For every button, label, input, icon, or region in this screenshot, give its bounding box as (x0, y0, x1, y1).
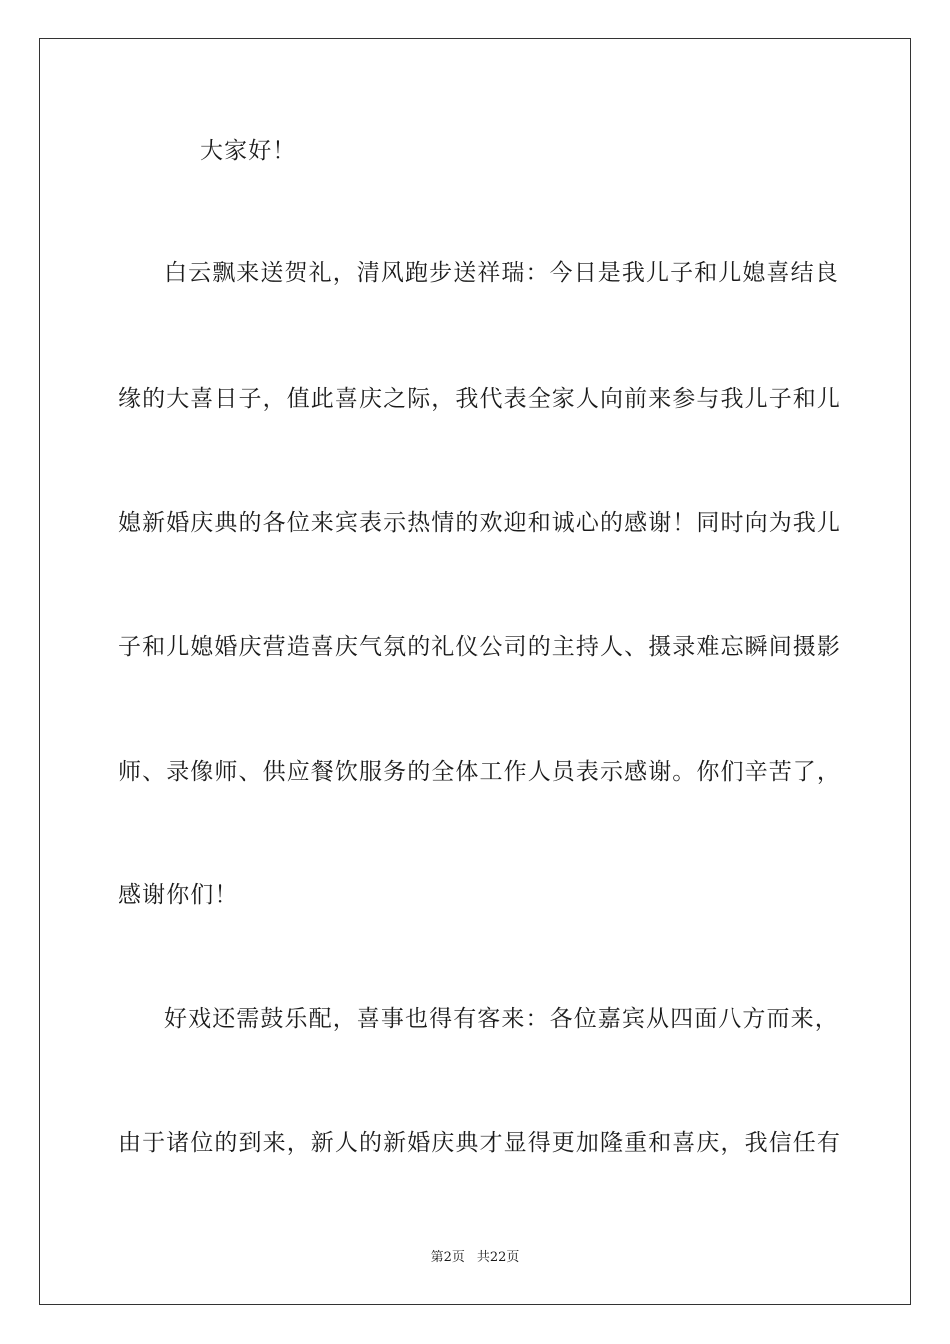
paragraph-line-3: 媳新婚庆典的各位来宾表示热情的欢迎和诚心的感谢！同时向为我儿 (118, 510, 841, 536)
page-total: 共22页 (476, 1250, 520, 1265)
paragraph-line-4: 子和儿媳婚庆营造喜庆气氛的礼仪公司的主持人、摄录难忘瞬间摄影 (118, 634, 841, 660)
paragraph-line-8: 由于诸位的到来，新人的新婚庆典才显得更加隆重和喜庆，我信任有 (118, 1130, 841, 1156)
paragraph-line-1: 白云飘来送贺礼，清风跑步送祥瑞：今日是我儿子和儿媳喜结良 (164, 260, 839, 286)
paragraph-line-2: 缘的大喜日子，值此喜庆之际，我代表全家人向前来参与我儿子和儿 (118, 386, 841, 412)
page-footer (0, 1249, 950, 1267)
page-border (39, 38, 911, 1305)
greeting-text: 大家好！ (200, 138, 297, 164)
paragraph-line-7: 好戏还需鼓乐配，喜事也得有客来：各位嘉宾从四面八方而来， (164, 1006, 839, 1032)
page-number: 第2页 (430, 1250, 465, 1265)
paragraph-line-6: 感谢你们！ (118, 882, 239, 908)
paragraph-line-5: 师、录像师、供应餐饮服务的全体工作人员表示感谢。你们辛苦了， (118, 759, 841, 785)
